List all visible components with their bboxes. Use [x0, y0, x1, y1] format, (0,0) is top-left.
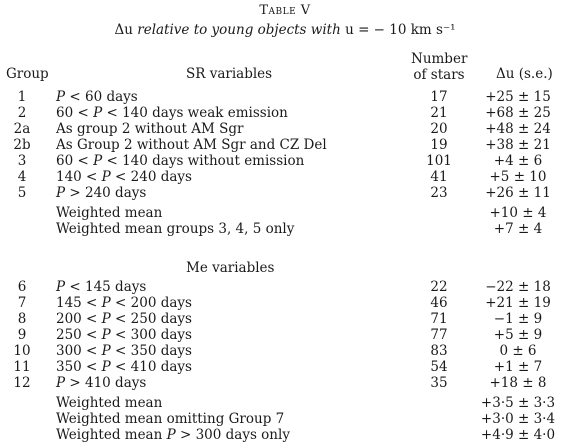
- row-description: P < 145 days: [56, 279, 147, 295]
- row-number-of-stars: 71: [430, 311, 448, 327]
- row-number-of-stars: 46: [430, 295, 448, 311]
- table-row: [0, 395, 570, 411]
- header-delta-u: Δu (s.e.): [496, 66, 553, 82]
- row-number-of-stars: 83: [430, 343, 448, 359]
- table-row: [0, 185, 570, 201]
- header-sr-variables: SR variables: [186, 66, 273, 82]
- row-number-of-stars: 35: [430, 375, 448, 391]
- row-description: 200 < P < 250 days: [56, 311, 192, 327]
- row-description: P < 60 days: [56, 89, 138, 105]
- table-row: [0, 427, 570, 443]
- table-row: [0, 295, 570, 311]
- header-number-line1: Number: [411, 51, 468, 67]
- table-caption: [0, 22, 570, 38]
- caption-suffix: u = − 10 km s⁻¹: [345, 22, 456, 38]
- header-number-of-stars: [411, 51, 467, 83]
- row-delta-u: +3·0 ± 3·4: [480, 411, 556, 427]
- row-delta-u: +48 ± 24: [485, 121, 551, 137]
- row-delta-u: +7 ± 4: [493, 221, 543, 237]
- row-group: 9: [17, 327, 27, 343]
- row-description: 60 < P < 140 days weak emission: [56, 105, 288, 121]
- row-description: As Group 2 without AM Sgr and CZ Del: [56, 137, 327, 153]
- row-group: 6: [17, 279, 27, 295]
- row-group: 4: [17, 169, 27, 185]
- row-group: 1: [17, 89, 27, 105]
- row-description: Weighted mean P > 300 days only: [56, 427, 290, 443]
- row-number-of-stars: 101: [426, 153, 452, 169]
- table-row: [0, 279, 570, 295]
- row-number-of-stars: 22: [430, 279, 448, 295]
- row-description: Weighted mean omitting Group 7: [56, 411, 285, 427]
- table-row: [0, 311, 570, 327]
- row-delta-u: +26 ± 11: [485, 185, 551, 201]
- row-number-of-stars: 41: [430, 169, 448, 185]
- row-group: 11: [13, 359, 31, 375]
- row-number-of-stars: 21: [430, 105, 448, 121]
- row-group: 5: [17, 185, 27, 201]
- header-group: Group: [6, 66, 49, 82]
- table-row: [0, 121, 570, 137]
- row-group: 2b: [13, 137, 31, 153]
- row-number-of-stars: 17: [430, 89, 448, 105]
- row-number-of-stars: 23: [430, 185, 448, 201]
- caption-italic: relative to young objects with: [137, 22, 341, 38]
- section-title: Me variables: [186, 260, 275, 276]
- row-delta-u: 0 ± 6: [499, 343, 537, 359]
- table-row: [0, 169, 570, 185]
- table-row: [0, 359, 570, 375]
- row-delta-u: +4 ± 6: [493, 153, 543, 169]
- row-group: 10: [13, 343, 31, 359]
- row-description: 350 < P < 410 days: [56, 359, 192, 375]
- table-row: [0, 105, 570, 121]
- table-row: [0, 221, 570, 237]
- row-delta-u: +18 ± 8: [489, 375, 547, 391]
- row-number-of-stars: 54: [430, 359, 448, 375]
- row-number-of-stars: 77: [430, 327, 448, 343]
- row-group: 2a: [13, 121, 31, 137]
- row-description: 250 < P < 300 days: [56, 327, 192, 343]
- row-delta-u: +38 ± 21: [485, 137, 551, 153]
- row-description: 300 < P < 350 days: [56, 343, 192, 359]
- table-row: [0, 327, 570, 343]
- table-row: [0, 375, 570, 391]
- table-row: [0, 411, 570, 427]
- table-label-text: Table V: [259, 3, 311, 18]
- row-delta-u: +5 ± 9: [493, 327, 543, 343]
- table-row: [0, 205, 570, 221]
- row-description: 145 < P < 200 days: [56, 295, 192, 311]
- table-row: [0, 153, 570, 169]
- row-number-of-stars: 19: [430, 137, 448, 153]
- row-group: 12: [13, 375, 31, 391]
- row-delta-u: +25 ± 15: [485, 89, 551, 105]
- row-group: 7: [17, 295, 27, 311]
- row-description: 140 < P < 240 days: [56, 169, 192, 185]
- row-number-of-stars: 20: [430, 121, 448, 137]
- row-delta-u: +3·5 ± 3·3: [480, 395, 556, 411]
- row-description: 60 < P < 140 days without emission: [56, 153, 305, 169]
- row-description: Weighted mean: [56, 205, 163, 221]
- row-delta-u: +68 ± 25: [485, 105, 551, 121]
- table-row: [0, 137, 570, 153]
- row-delta-u: +5 ± 10: [489, 169, 547, 185]
- header-number-line2: of stars: [413, 67, 465, 83]
- row-delta-u: +1 ± 7: [493, 359, 543, 375]
- row-delta-u: −1 ± 9: [493, 311, 543, 327]
- table-label: [0, 3, 570, 18]
- row-delta-u: +10 ± 4: [489, 205, 547, 221]
- row-group: 2: [17, 105, 27, 121]
- row-description: Weighted mean groups 3, 4, 5 only: [56, 221, 295, 237]
- row-description: P > 410 days: [56, 375, 147, 391]
- table-row: [0, 89, 570, 105]
- row-group: 8: [17, 311, 27, 327]
- row-delta-u: −22 ± 18: [485, 279, 551, 295]
- row-description: Weighted mean: [56, 395, 163, 411]
- table-row: [0, 343, 570, 359]
- caption-prefix: Δu: [114, 22, 133, 38]
- row-group: 3: [17, 153, 27, 169]
- row-description: P > 240 days: [56, 185, 147, 201]
- row-delta-u: +21 ± 19: [485, 295, 551, 311]
- row-delta-u: +4·9 ± 4·0: [480, 427, 556, 443]
- row-description: As group 2 without AM Sgr: [56, 121, 244, 137]
